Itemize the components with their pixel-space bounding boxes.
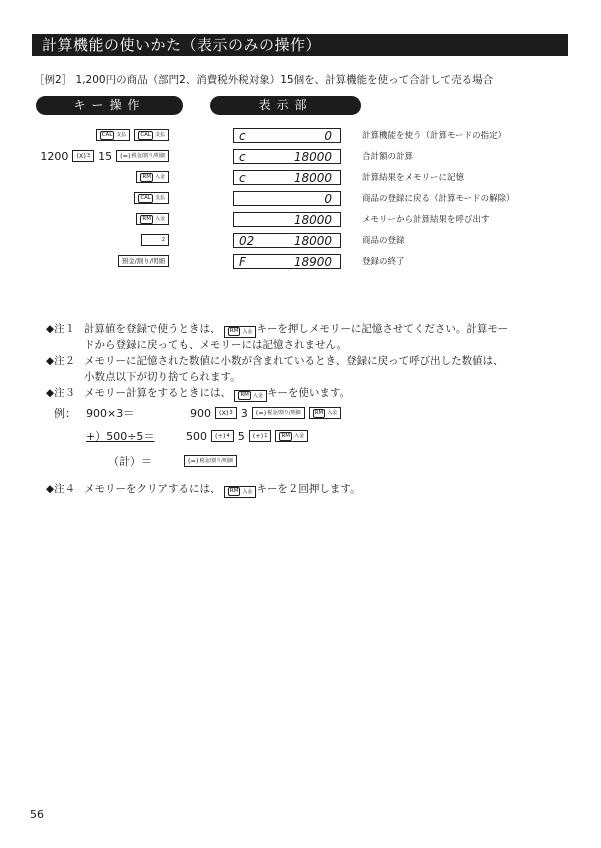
calc-expression: 900×3＝ bbox=[86, 407, 135, 420]
rm-key[interactable] bbox=[136, 171, 169, 183]
calc-expression: +）500÷5＝ bbox=[86, 430, 155, 443]
note-text: 計算値を登録で使うときは、 bbox=[84, 323, 221, 335]
note-2 bbox=[46, 354, 504, 369]
display-row bbox=[233, 212, 341, 227]
keys-header: キー操作 bbox=[36, 96, 183, 115]
department-key-sub: 2 bbox=[161, 237, 165, 243]
rm-key[interactable] bbox=[309, 407, 342, 419]
display-indicator: c bbox=[239, 150, 246, 164]
deposit-key-label: 預金/割り/明細 bbox=[121, 257, 165, 265]
key-label: (+) bbox=[252, 432, 264, 440]
key-sub: 入金 bbox=[294, 433, 305, 439]
note-text: メモリー計算をするときには、 bbox=[84, 387, 231, 399]
rm-key-sub: 入金 bbox=[242, 328, 253, 335]
rm-key-sub: 入金 bbox=[154, 174, 165, 180]
display-description: 商品の登録 bbox=[362, 236, 405, 246]
display-row bbox=[233, 254, 341, 269]
rm-key-label: RM bbox=[229, 488, 239, 494]
note-mark: ◆注３ bbox=[46, 387, 76, 399]
equals-key[interactable] bbox=[252, 407, 305, 419]
calc-row-2 bbox=[86, 428, 308, 444]
equals-key[interactable] bbox=[184, 455, 237, 467]
rm-key-label: RM bbox=[229, 328, 239, 334]
display-value: 0 bbox=[324, 192, 332, 206]
example-text: ［例2］ 1,200円の商品（部門2、消費税外税対象）15個を、計算機能を使って合計して売る場合 bbox=[34, 74, 494, 86]
cal-key[interactable] bbox=[134, 192, 169, 204]
display-row bbox=[233, 233, 341, 248]
note-4 bbox=[46, 482, 361, 498]
display-indicator: c bbox=[239, 171, 246, 185]
multiply-key-label: (X) bbox=[76, 152, 86, 160]
calc-row-1 bbox=[54, 405, 341, 421]
note-text: メモリーをクリアするには、 bbox=[84, 483, 221, 495]
note-1 bbox=[46, 322, 508, 338]
key-row-2 bbox=[40, 148, 169, 164]
key-sub: 入金 bbox=[327, 410, 338, 416]
key-row-3 bbox=[136, 169, 169, 185]
calc-number: 3 bbox=[240, 406, 248, 420]
rm-key[interactable] bbox=[136, 213, 169, 225]
display-description: 登録の終了 bbox=[362, 257, 405, 267]
display-description: メモリーから計算結果を呼び出す bbox=[362, 215, 490, 225]
key-row-6 bbox=[141, 232, 169, 248]
multiply-key[interactable] bbox=[215, 407, 237, 419]
page-number: 56 bbox=[30, 808, 44, 821]
note-mark: ◆注１ bbox=[46, 323, 76, 335]
section-title: 計算機能の使いかた（表示のみの操作） bbox=[32, 34, 568, 56]
equals-key-sub: 税金/割り/明細 bbox=[131, 153, 165, 159]
calc-number: 5 bbox=[237, 429, 245, 443]
display-header: 表示部 bbox=[210, 96, 361, 115]
display-value: 18000 bbox=[293, 171, 332, 185]
rm-key[interactable] bbox=[275, 430, 308, 442]
equals-key-label: (=) bbox=[120, 152, 131, 160]
multiply-key-sub: 3 bbox=[86, 153, 91, 159]
key-row-7 bbox=[118, 253, 169, 269]
key-label: (÷) bbox=[215, 432, 226, 440]
display-value: 18000 bbox=[293, 150, 332, 164]
key-label: (X) bbox=[219, 409, 229, 417]
divide-key[interactable] bbox=[211, 430, 234, 442]
department-2-key[interactable] bbox=[141, 234, 169, 246]
multiply-key[interactable] bbox=[72, 150, 94, 162]
note-3 bbox=[46, 386, 350, 402]
display-value: 18000 bbox=[293, 234, 332, 248]
quantity-text: 15 bbox=[98, 149, 113, 163]
display-description: 合計額の計算 bbox=[362, 152, 414, 162]
display-row bbox=[233, 170, 341, 185]
calc-number: 500 bbox=[186, 429, 207, 443]
rm-key-sub: 入金 bbox=[252, 392, 263, 399]
calc-number: 900 bbox=[190, 406, 211, 420]
key-sub: 3 bbox=[229, 410, 233, 416]
key-sub: 1 bbox=[264, 433, 268, 439]
cal-key-label: CAL bbox=[101, 131, 113, 138]
key-row-5 bbox=[136, 211, 169, 227]
display-indicator: c bbox=[239, 129, 246, 143]
display-indicator: F bbox=[239, 255, 246, 269]
key-row-4 bbox=[134, 190, 169, 206]
deposit-key[interactable] bbox=[118, 255, 169, 267]
rm-key[interactable] bbox=[224, 326, 257, 338]
note-mark: ◆注４ bbox=[46, 483, 76, 495]
cal-key-sub: 支払 bbox=[116, 132, 127, 138]
display-row bbox=[233, 128, 341, 143]
rm-key-sub: 入金 bbox=[154, 216, 165, 222]
note-2-cont: 小数点以下が切り捨てられます。 bbox=[84, 371, 241, 383]
display-row bbox=[233, 191, 341, 206]
cal-key-label: CAL bbox=[140, 131, 151, 138]
display-value: 18000 bbox=[293, 213, 332, 227]
calc-row-3 bbox=[108, 453, 237, 469]
plus-key[interactable] bbox=[249, 430, 272, 442]
equals-key[interactable] bbox=[116, 150, 169, 162]
note-text: キーを使います。 bbox=[266, 387, 351, 399]
rm-key-label: RM bbox=[142, 215, 151, 222]
key-sub: 4 bbox=[226, 433, 230, 439]
display-value: 18900 bbox=[293, 255, 332, 269]
calc-expression: （計）＝ bbox=[108, 455, 152, 468]
rm-key-sub: 入金 bbox=[242, 488, 253, 495]
note-text: キーを２回押します。 bbox=[256, 483, 361, 495]
rm-key[interactable] bbox=[224, 486, 257, 498]
key-label: RM bbox=[314, 409, 324, 416]
rm-key-label: RM bbox=[142, 173, 151, 180]
note-1-cont: ドから登録に戻っても、メモリーには記憶されません。 bbox=[84, 339, 348, 351]
cal-key[interactable] bbox=[134, 129, 169, 141]
key-label: (=) bbox=[255, 409, 267, 417]
key-label: RM bbox=[281, 432, 291, 439]
rm-key[interactable] bbox=[234, 390, 267, 402]
key-row-1 bbox=[96, 127, 169, 143]
note-mark: ◆注２ bbox=[46, 355, 76, 367]
display-indicator: 02 bbox=[239, 234, 255, 248]
display-description: 計算結果をメモリーに記憶 bbox=[362, 173, 465, 183]
rm-key-label: RM bbox=[240, 392, 249, 398]
display-description: 計算機能を使う（計算モードの指定） bbox=[362, 131, 507, 141]
key-sub: 税金/割り/明細 bbox=[267, 410, 301, 416]
calc-label: 例： bbox=[54, 407, 76, 420]
amount-text: 1200 bbox=[40, 149, 69, 163]
cal-key-sub: 支払 bbox=[154, 132, 165, 138]
note-text: メモリーに記憶された数値に小数が含まれているとき、登録に戻って呼び出した数値は、 bbox=[84, 355, 504, 367]
cal-key-label: CAL bbox=[140, 194, 151, 201]
note-text: キーを押しメモリーに記憶させてください。計算モー bbox=[256, 323, 509, 335]
cal-key[interactable] bbox=[96, 129, 131, 141]
key-label: (=) bbox=[188, 457, 199, 465]
display-row bbox=[233, 149, 341, 164]
key-sub: 税金/割り/明細 bbox=[199, 458, 233, 464]
display-value: 0 bbox=[324, 129, 332, 143]
cal-key-sub: 支払 bbox=[154, 195, 165, 201]
display-description: 商品の登録に戻る（計算モードの解除） bbox=[362, 194, 515, 204]
